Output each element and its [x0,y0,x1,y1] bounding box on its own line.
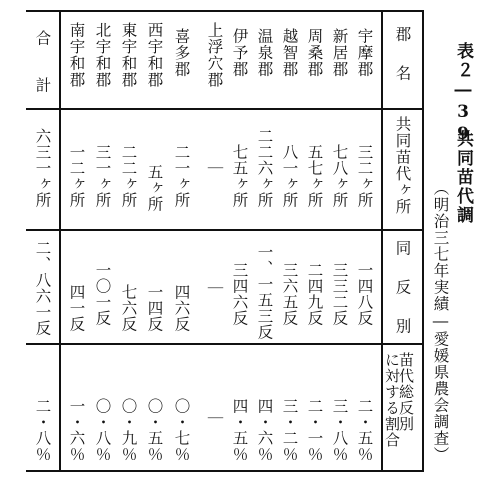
ratio-value: 一・六％ [67,398,86,462]
places-value: 二二六ヶ所 [255,128,274,208]
county-name: 西宇和郡 [145,22,164,88]
total-label: 合 計 [33,30,52,101]
area-value: 一、一五三反 [255,244,274,340]
county-name: 喜多郡 [172,28,191,78]
county-name: 東宇和郡 [119,22,138,88]
places-value: ｜ [205,160,224,176]
county-name: 新居郡 [330,28,349,78]
table-right-border [422,10,424,472]
header-rule [26,108,423,110]
area-value: 二四九反 [305,262,324,326]
table-bottom-rule [26,470,423,472]
county-name: 上浮穴郡 [205,22,224,88]
ratio-value: 二・五％ [355,398,374,462]
ratio-value: 二・一％ [305,398,324,462]
area-value: 三四六反 [230,262,249,326]
table-top-rule [26,10,423,12]
table-number: 表２―39 [453,42,473,146]
places-value: 三一ヶ所 [93,144,112,208]
ratio-value: ｜ [205,410,224,426]
area-value: 四一反 [67,284,86,332]
header-county: 郡 名 [393,26,412,85]
area-value: 三三二反 [330,262,349,326]
places-value: 二二ヶ所 [119,144,138,208]
header-ratio-line2: に対する割合 [383,352,401,448]
area-value: 一四八反 [355,262,374,326]
ratio-value: 四・五％ [230,398,249,462]
table-title: 共同苗代調 [453,130,473,225]
total-ratio: 二・八％ [33,398,52,462]
header-places: 共同苗代ヶ所 [393,116,412,215]
county-name: 温泉郡 [255,28,274,78]
places-rule [26,229,423,231]
area-value: 七六反 [119,284,138,332]
county-name: 越智郡 [280,28,299,78]
ratio-value: 四・六％ [255,398,274,462]
places-value: 一二ヶ所 [67,144,86,208]
total-places: 六三一ヶ所 [33,128,52,208]
header-ratio-line1: 苗代総反別 [397,352,415,432]
total-area: 二、八六一反 [33,240,52,336]
area-value: 三六五反 [280,262,299,326]
table-note: （明治三七年実績―愛媛県農会調査） [431,180,450,463]
places-value: 三二ヶ所 [355,144,374,208]
places-value: 五ヶ所 [145,164,164,212]
places-value: 七八ヶ所 [330,144,349,208]
total-divider [59,10,61,472]
places-value: 七五ヶ所 [230,144,249,208]
county-name: 北宇和郡 [93,22,112,88]
county-name: 南宇和郡 [67,22,86,88]
area-rule [26,343,423,345]
county-name: 宇摩郡 [355,28,374,78]
header-area: 同 反 別 [393,240,412,338]
county-name: 周桑郡 [305,28,324,78]
area-value: 四六反 [172,284,191,332]
places-value: 八一ヶ所 [280,144,299,208]
area-value: ｜ [205,280,224,296]
ratio-value: 〇・七％ [172,398,191,462]
ratio-value: 〇・五％ [145,398,164,462]
county-name: 伊予郡 [230,28,249,78]
ratio-value: 〇・九％ [119,398,138,462]
ratio-value: 三・八％ [330,398,349,462]
area-value: 一四反 [145,284,164,332]
places-value: 二一ヶ所 [172,144,191,208]
ratio-value: 〇・八％ [93,398,112,462]
area-value: 一〇一反 [93,262,112,326]
ratio-value: 三・二％ [280,398,299,462]
places-value: 五七ヶ所 [305,144,324,208]
